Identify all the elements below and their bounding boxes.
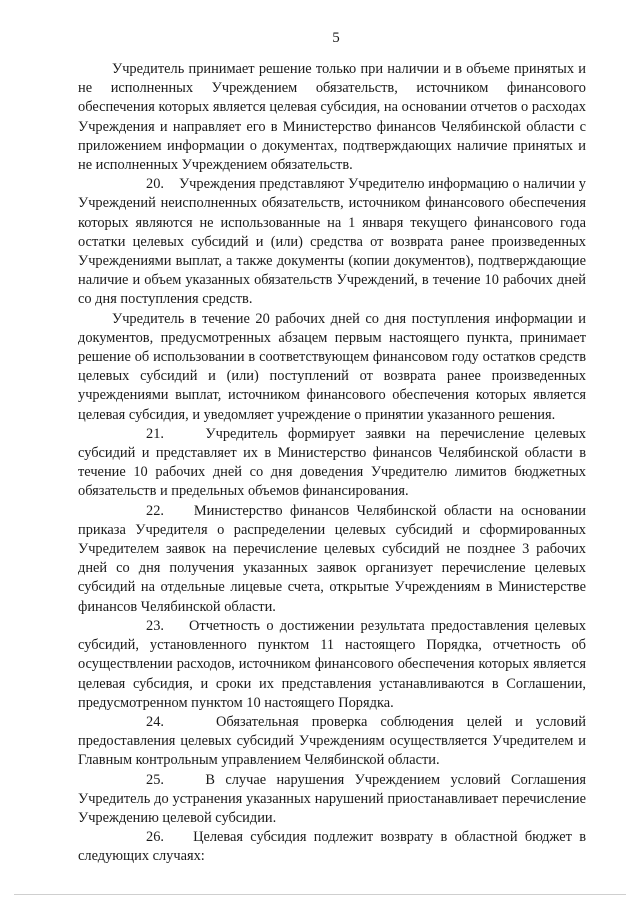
- paragraph-25: [78, 771, 586, 829]
- paragraph-22: [78, 502, 586, 617]
- paragraph-19-continuation: [78, 60, 586, 175]
- paragraph-number: 24.: [146, 713, 164, 730]
- paragraph-text: Отчетность о достижении результата предоставления целевых субсидий, установленного пунктом 11 настоящего Порядка, отчетность об осуществлении расходов, источником финансового обеспечения которых является целевая субсидия, и сроки их представления устанавливаются в Соглашении, предусмотренном пунктом 10 настоящего Порядка.: [78, 617, 586, 711]
- scan-bottom-edge: [14, 894, 626, 895]
- paragraph-23: [78, 617, 586, 713]
- paragraph-text: В случае нарушения Учреждением условий Соглашения Учредитель до устранения указанных нарушений приостанавливает перечисление Учреждению целевой субсидии.: [78, 771, 587, 826]
- paragraph-number: 22.: [146, 502, 164, 519]
- paragraph-number: 25.: [146, 771, 164, 788]
- paragraph-text: Учреждения представляют Учредителю информацию о наличии у Учреждений неисполненных обязательств, источником финансового обеспечения которых являются не использованные на 1 января текущего финансового года остатки целевых субсидий и (или) средства от возврата ранее произведенных Учреждениями выплат, а также документы (копии документов), подтверждающие наличие и объем указанных обязательств Учреждений, в течение 10 рабочих дней со дня поступления средств.: [78, 176, 586, 308]
- document-page: [78, 28, 586, 867]
- paragraph-text: Учредитель в течение 20 рабочих дней со дня поступления информации и документов, предусмотренных абзацем первым настоящего пункта, принимает решение об использовании в соответствующем финансовом году остатков средств целевых субсидий и (или) поступлений от возврата ранее произведенных учреждениями выплат, источником финансового обеспечения которых является целевая субсидия, и уведомляет учреждение о принятии указанного решения.: [78, 310, 586, 423]
- paragraph-text: Министерство финансов Челябинской области на основании приказа Учредителя о распределении целевых субсидий и сформированных Учредителем заявок на перечисление целевых субсидий не позднее 3 рабочих дней со дня получения указанных заявок организует перечисление целевых субсидий на отдельные лицевые счета, открытые Учреждениям в Министерстве финансов Челябинской области.: [78, 502, 586, 615]
- paragraph-20: [78, 175, 586, 309]
- paragraph-number: 26.: [146, 829, 164, 846]
- page-number: 5: [332, 30, 340, 46]
- paragraph-number: 21.: [146, 425, 164, 442]
- paragraph-21: [78, 425, 586, 502]
- paragraph-number: 23.: [146, 617, 164, 634]
- paragraph-20-second: [78, 310, 586, 425]
- paragraph-26: [78, 828, 586, 866]
- paragraph-text: Целевая субсидия подлежит возврату в областной бюджет в следующих случаях:: [78, 829, 586, 865]
- paragraph-number: 20.: [146, 176, 164, 193]
- paragraph-text: Учредитель принимает решение только при наличии и в объеме принятых и не исполненных Учреждением обязательств, источником финансового обеспечения которых является целевая субсидия, на основании отчетов о расходах Учреждения и направляет его в Министерство финансов Челябинской области с приложением информации о документах, подтверждающих наличие принятых и не исполненных Учреждением обязательств.: [78, 61, 586, 174]
- paragraph-text: Учредитель формирует заявки на перечисление целевых субсидий и представляет их в Министерство финансов Челябинской области в течение 10 рабочих дней со дня доведения Учредителю лимитов бюджетных обязательств и предельных объемов финансирования.: [78, 425, 586, 500]
- paragraph-text: Обязательная проверка соблюдения целей и условий предоставления целевых субсидий Учреждениям осуществляется Учредителем и Главным контрольным управлением Челябинской области.: [78, 713, 587, 769]
- paragraph-24: [78, 713, 586, 771]
